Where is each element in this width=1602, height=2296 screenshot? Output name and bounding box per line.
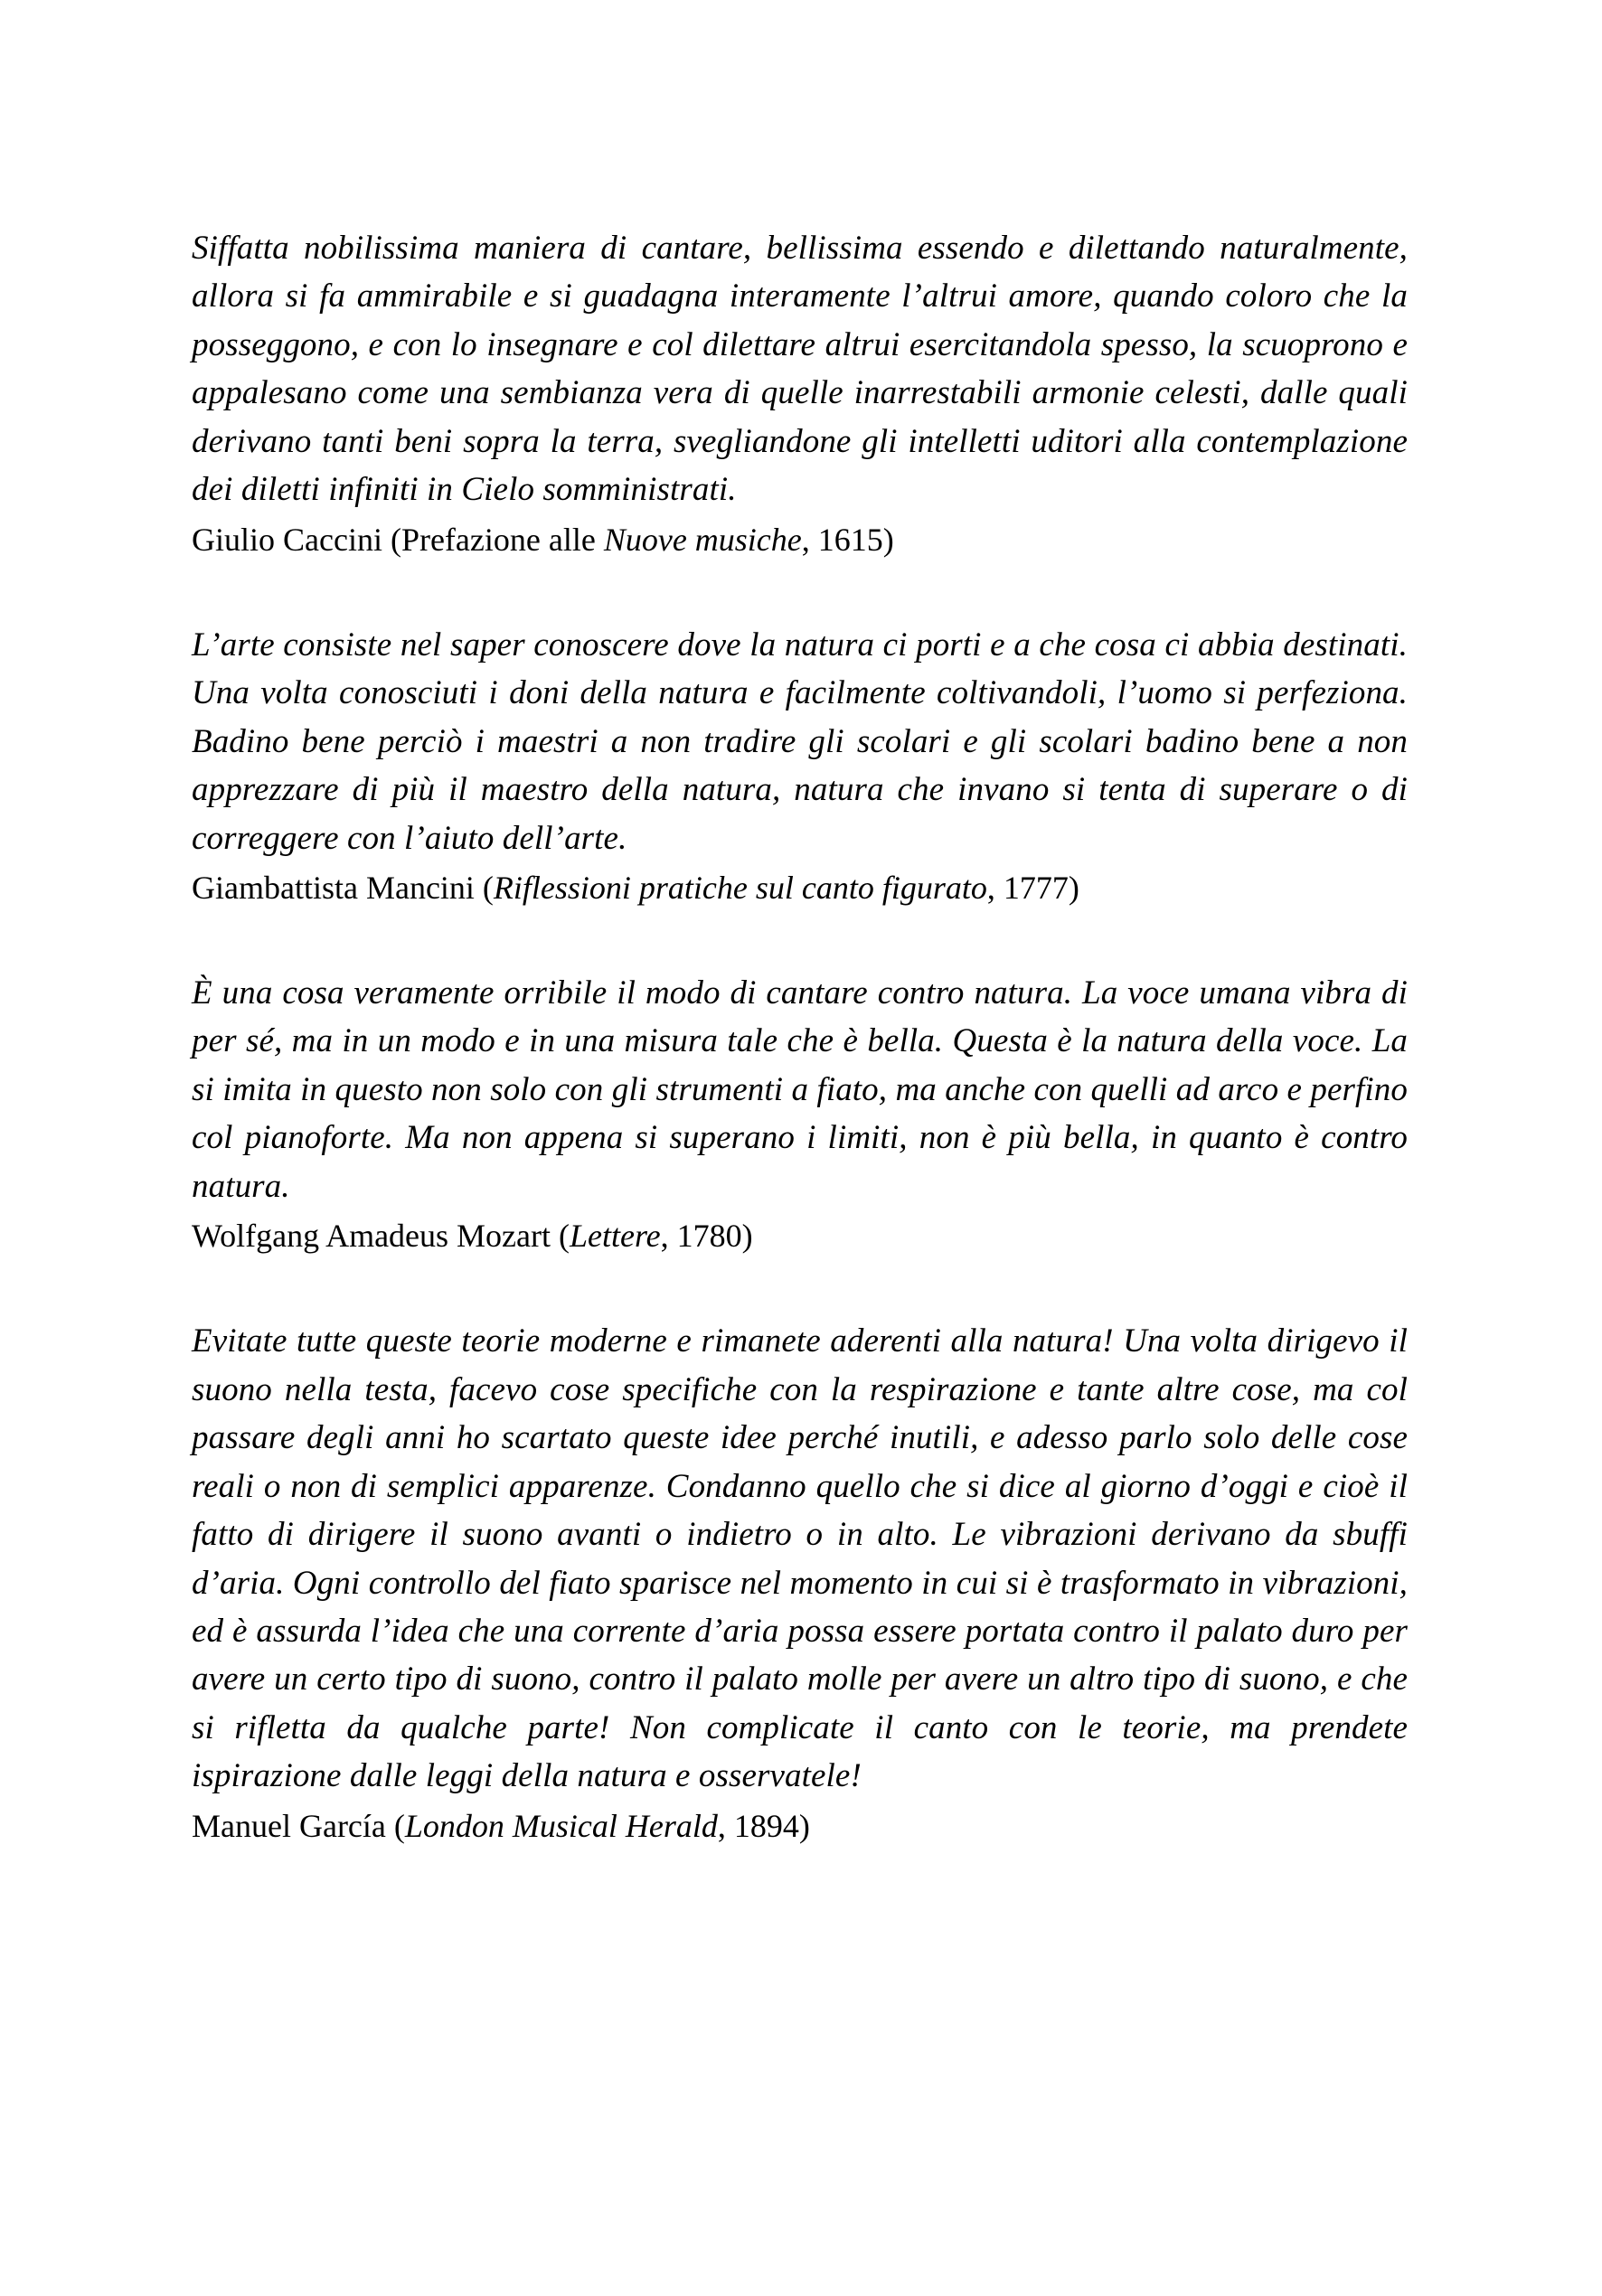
quote-attribution: [192, 1210, 1408, 1259]
attribution-work-title: London Musical Herald: [404, 1807, 718, 1844]
quote-body: È una cosa veramente orribile il modo di cantare contro natura. La voce umana vibra di per sé, ma in un modo e in una misura tale che è bella. Questa è la natura della voce. La si imita in questo non solo con gli strumenti a fiato, ma anche con quelli ad arco e perfino col pianoforte. Ma non appena si superano i limiti, non è più bella, in quanto è contro natura.: [192, 974, 1408, 1205]
attribution-work-title: Lettere: [570, 1218, 661, 1255]
quote-attribution: [192, 862, 1408, 911]
quote-body: Siffatta nobilissima maniera di cantare, bellissima essendo e dilettando naturalmente, allora si fa ammirabile e si guadagna interamente l’altrui amore, quando coloro che la posseggono, e con lo insegnare e col dilettare altrui esercitandola spesso, la scuoprono e appalesano come una sembianza vera di quelle inarrestabili armonie celesti, dalle quali derivano tanti beni sopra la terra, svegliandone gli intelletti uditori alla contemplazione dei diletti infiniti in Cielo somministrati.: [192, 230, 1408, 509]
quote-block-mozart: [192, 969, 1408, 1259]
quote-attribution: [192, 1801, 1408, 1849]
quote-block-caccini: [192, 224, 1408, 563]
quote-attribution: [192, 514, 1408, 563]
quote-body: Evitate tutte queste teorie moderne e rimanete aderenti alla natura! Una volta dirigevo il suono nella testa, facevo cose specifiche con la respirazione e tante altre cose, ma col passare degli anni ho scartato queste idee perché inutili, e adesso parlo solo delle cose reali o non di semplici apparenze. Condanno quello che si dice al giorno d’oggi e cioè il fatto di dirigere il suono avanti o indietro o in alto. Le vibrazioni derivano da sbuffi d’aria. Ogni controllo del fiato sparisce nel momento in cui si è trasformato in vibrazioni, ed è assurda l’idea che una corrente d’aria possa essere portata contro il palato duro per avere un certo tipo di suono, contro il palato molle per avere un altro tipo di suono, e che si rifletta da qualche parte! Non complicate il canto con le teorie, ma prendete ispirazione dalle leggi della natura e osservatele!: [192, 1322, 1408, 1795]
attribution-work-title: Nuove musiche: [603, 521, 802, 558]
attribution-suffix: , 1894): [717, 1807, 810, 1844]
quote-block-mancini: [192, 621, 1408, 911]
attribution-prefix: Giulio Caccini (Prefazione alle: [192, 521, 604, 558]
attribution-suffix: , 1780): [660, 1218, 753, 1255]
quote-body: L’arte consiste nel saper conoscere dove la natura ci porti e a che cosa ci abbia destinati. Una volta conosciuti i doni della natura e facilmente coltivandoli, l’uomo si perfeziona. Badino bene perciò i maestri a non tradire gli scolari e gli scolari badino bene a non apprezzare di più il maestro della natura, natura che invano si tenta di superare o di correggere con l’aiuto dell’arte.: [192, 626, 1408, 857]
attribution-suffix: , 1615): [801, 521, 894, 558]
attribution-work-title: Riflessioni pratiche sul canto figurato: [493, 870, 987, 906]
attribution-prefix: Giambattista Mancini (: [192, 870, 494, 906]
epigraph-column: [192, 224, 1408, 1907]
quote-block-garcia: [192, 1317, 1408, 1849]
attribution-prefix: Manuel García (: [192, 1807, 405, 1844]
attribution-prefix: Wolfgang Amadeus Mozart (: [192, 1218, 570, 1255]
attribution-suffix: , 1777): [986, 870, 1079, 906]
